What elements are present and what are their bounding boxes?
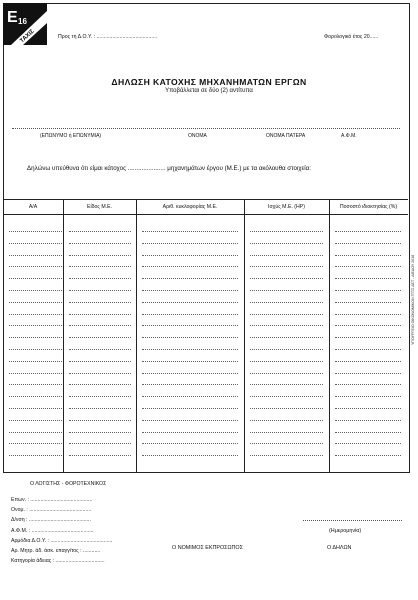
column-divider <box>329 199 330 473</box>
table-cell-fill-line[interactable] <box>9 243 62 244</box>
table-cell-fill-line[interactable] <box>335 432 401 433</box>
table-cell-fill-line[interactable] <box>69 231 131 232</box>
table-cell-fill-line[interactable] <box>69 255 131 256</box>
table-cell-fill-line[interactable] <box>69 349 131 350</box>
table-cell-fill-line[interactable] <box>142 396 238 397</box>
logo-letter: E <box>7 9 18 26</box>
table-cell-fill-line[interactable] <box>335 231 401 232</box>
column-divider <box>136 199 137 473</box>
column-header-aa: Α/Α <box>28 204 38 210</box>
table-cell-fill-line[interactable] <box>250 266 323 267</box>
table-cell-fill-line[interactable] <box>142 290 238 291</box>
table-cell-fill-line[interactable] <box>335 408 401 409</box>
table-cell-fill-line[interactable] <box>142 349 238 350</box>
name-label: ΟΝΟΜΑ <box>188 133 207 139</box>
ministry-side-note: ΥΠΟΥΡΓΕΙΟ ΟΙΚΟΝΟΜΙΚΩΝ ΓΓΠΣ ΔΕΤ - ΔΙΕΔΟΥ 2018 <box>411 254 415 345</box>
table-cell-fill-line[interactable] <box>335 290 401 291</box>
date-label: (Ημερομηνία) <box>329 528 362 534</box>
table-cell-fill-line[interactable] <box>250 243 323 244</box>
table-cell-fill-line[interactable] <box>250 420 323 421</box>
surname-label: (ΕΠΩΝΥΜΟ ή ΕΠΩΝΥΜΙΑ) <box>40 133 102 139</box>
table-cell-fill-line[interactable] <box>250 384 323 385</box>
table-cell-fill-line[interactable] <box>250 396 323 397</box>
table-cell-fill-line[interactable] <box>69 325 131 326</box>
table-cell-fill-line[interactable] <box>335 314 401 315</box>
declarant-label: Ο ΔΗΛΩΝ <box>327 545 352 551</box>
table-cell-fill-line[interactable] <box>9 384 62 385</box>
table-cell-fill-line[interactable] <box>9 266 62 267</box>
table-cell-fill-line[interactable] <box>9 373 62 374</box>
table-cell-fill-line[interactable] <box>69 432 131 433</box>
table-cell-fill-line[interactable] <box>69 361 131 362</box>
table-cell-fill-line[interactable] <box>142 432 238 433</box>
table-cell-fill-line[interactable] <box>250 231 323 232</box>
table-cell-fill-line[interactable] <box>142 302 238 303</box>
table-cell-fill-line[interactable] <box>9 231 62 232</box>
table-cell-fill-line[interactable] <box>142 420 238 421</box>
column-divider <box>63 199 64 473</box>
table-cell-fill-line[interactable] <box>142 278 238 279</box>
table-cell-fill-line[interactable] <box>9 455 62 456</box>
accountant-field[interactable]: Αρ. Μητρ. άδ. άσκ. επαγγ/τος : ............ <box>11 548 101 554</box>
column-divider <box>244 199 245 473</box>
form-title: ΔΗΛΩΣΗ ΚΑΤΟΧΗΣ ΜΗΧΑΝΗΜΑΤΩΝ ΕΡΓΩΝ <box>111 77 307 87</box>
table-cell-fill-line[interactable] <box>250 255 323 256</box>
table-cell-fill-line[interactable] <box>250 373 323 374</box>
table-cell-fill-line[interactable] <box>9 432 62 433</box>
table-cell-fill-line[interactable] <box>9 349 62 350</box>
table-cell-fill-line[interactable] <box>335 396 401 397</box>
accountant-field[interactable]: Α.Φ.Μ. : ........................................... <box>11 527 94 534</box>
table-cell-fill-line[interactable] <box>69 420 131 421</box>
table-cell-fill-line[interactable] <box>250 455 323 456</box>
table-cell-fill-line[interactable] <box>335 455 401 456</box>
table-cell-fill-line[interactable] <box>335 278 401 279</box>
legal-representative-label: Ο ΝΟΜΙΜΟΣ ΕΚΠΡΟΣΩΠΟΣ <box>172 545 243 551</box>
table-cell-fill-line[interactable] <box>335 443 401 444</box>
accountant-title: Ο ΛΟΓΙΣΤΗΣ - ΦΟΡΟΤΕΧΝΙΚΟΣ <box>30 481 107 487</box>
table-cell-fill-line[interactable] <box>142 231 238 232</box>
table-cell-fill-line[interactable] <box>142 384 238 385</box>
table-cell-fill-line[interactable] <box>250 443 323 444</box>
table-cell-fill-line[interactable] <box>250 290 323 291</box>
table-cell-fill-line[interactable] <box>69 396 131 397</box>
accountant-field[interactable]: Ονομ. : ........................................... <box>11 507 92 514</box>
table-cell-fill-line[interactable] <box>250 408 323 409</box>
table-cell-fill-line[interactable] <box>335 243 401 244</box>
table-cell-fill-line[interactable] <box>335 384 401 385</box>
identity-fill-line[interactable] <box>12 128 400 129</box>
table-cell-fill-line[interactable] <box>335 255 401 256</box>
table-cell-fill-line[interactable] <box>9 337 62 338</box>
table-cell-fill-line[interactable] <box>9 396 62 397</box>
table-cell-fill-line[interactable] <box>9 420 62 421</box>
table-cell-fill-line[interactable] <box>142 443 238 444</box>
table-cell-fill-line[interactable] <box>142 455 238 456</box>
table-cell-fill-line[interactable] <box>335 302 401 303</box>
table-cell-fill-line[interactable] <box>142 255 238 256</box>
afm-label: Α.Φ.Μ. <box>341 133 357 139</box>
table-cell-fill-line[interactable] <box>142 337 238 338</box>
table-cell-fill-line[interactable] <box>142 314 238 315</box>
table-cell-fill-line[interactable] <box>9 443 62 444</box>
table-cell-fill-line[interactable] <box>69 314 131 315</box>
table-cell-fill-line[interactable] <box>69 337 131 338</box>
date-fill-line[interactable] <box>303 520 402 521</box>
table-cell-fill-line[interactable] <box>250 349 323 350</box>
logo-number: 16 <box>18 17 27 26</box>
table-cell-fill-line[interactable] <box>69 384 131 385</box>
table-cell-fill-line[interactable] <box>69 278 131 279</box>
table-cell-fill-line[interactable] <box>9 278 62 279</box>
table-cell-fill-line[interactable] <box>142 373 238 374</box>
table-cell-fill-line[interactable] <box>9 361 62 362</box>
table-cell-fill-line[interactable] <box>335 266 401 267</box>
table-cell-fill-line[interactable] <box>335 325 401 326</box>
table-cell-fill-line[interactable] <box>9 314 62 315</box>
table-cell-fill-line[interactable] <box>142 408 238 409</box>
table-cell-fill-line[interactable] <box>69 302 131 303</box>
form-subtitle: Υποβάλλεται σε δύο (2) αντίτυπα <box>165 88 253 94</box>
column-header-power: Ισχύς Μ.Ε. (HP) <box>268 204 305 210</box>
father-name-label: ΟΝΟΜΑ ΠΑΤΕΡΑ <box>266 133 306 139</box>
table-cell-fill-line[interactable] <box>250 337 323 338</box>
table-cell-fill-line[interactable] <box>69 455 131 456</box>
table-cell-fill-line[interactable] <box>335 373 401 374</box>
table-cell-fill-line[interactable] <box>69 443 131 444</box>
table-cell-fill-line[interactable] <box>69 408 131 409</box>
table-cell-fill-line[interactable] <box>9 408 62 409</box>
table-cell-fill-line[interactable] <box>335 337 401 338</box>
table-cell-fill-line[interactable] <box>9 255 62 256</box>
table-cell-fill-line[interactable] <box>335 420 401 421</box>
tax-year-field[interactable]: Φορολογικό έτος 20...... <box>324 34 379 40</box>
table-cell-fill-line[interactable] <box>250 314 323 315</box>
table-cell-fill-line[interactable] <box>250 432 323 433</box>
table-cell-fill-line[interactable] <box>69 243 131 244</box>
table-cell-fill-line[interactable] <box>250 302 323 303</box>
table-cell-fill-line[interactable] <box>9 302 62 303</box>
table-cell-fill-line[interactable] <box>69 373 131 374</box>
accountant-field[interactable]: Αρμόδια Δ.Ο.Υ. : ........................................... <box>11 537 113 544</box>
table-cell-fill-line[interactable] <box>335 349 401 350</box>
column-header-ownership: Ποσοστό ιδιοκτησίας (%) <box>339 204 398 210</box>
machinery-table <box>3 199 410 473</box>
table-cell-fill-line[interactable] <box>9 325 62 326</box>
table-cell-fill-line[interactable] <box>142 243 238 244</box>
column-header-type: Είδος Μ.Ε. <box>87 204 112 210</box>
table-cell-fill-line[interactable] <box>69 266 131 267</box>
accountant-field[interactable]: Δ/νση : ........................................... <box>11 517 91 524</box>
table-cell-fill-line[interactable] <box>250 278 323 279</box>
declaration-text: Δηλώνω υπεύθυνα ότι είμαι κάτοχος ...................... μηχανημάτων έργου (Μ.Ε.) με τα ακόλουθα στοιχεία: <box>27 165 311 172</box>
e16-logo <box>3 3 47 45</box>
accountant-field[interactable]: Επων. : ........................................... <box>11 497 93 503</box>
table-cell-fill-line[interactable] <box>335 361 401 362</box>
table-cell-fill-line[interactable] <box>9 290 62 291</box>
tax-office-field[interactable]: Προς τη Δ.Ο.Υ. : .......................................... <box>58 34 158 40</box>
table-cell-fill-line[interactable] <box>250 325 323 326</box>
table-cell-fill-line[interactable] <box>250 361 323 362</box>
column-header-registration: Αριθ. κυκλοφορίας Μ.Ε. <box>162 204 218 210</box>
table-cell-fill-line[interactable] <box>69 290 131 291</box>
table-cell-fill-line[interactable] <box>142 361 238 362</box>
accountant-field[interactable]: Κατηγορία άδειας : .................................. <box>11 558 105 565</box>
table-cell-fill-line[interactable] <box>142 325 238 326</box>
table-cell-fill-line[interactable] <box>142 266 238 267</box>
logo-band-text: ΤΑΧΙΣ <box>19 28 36 45</box>
